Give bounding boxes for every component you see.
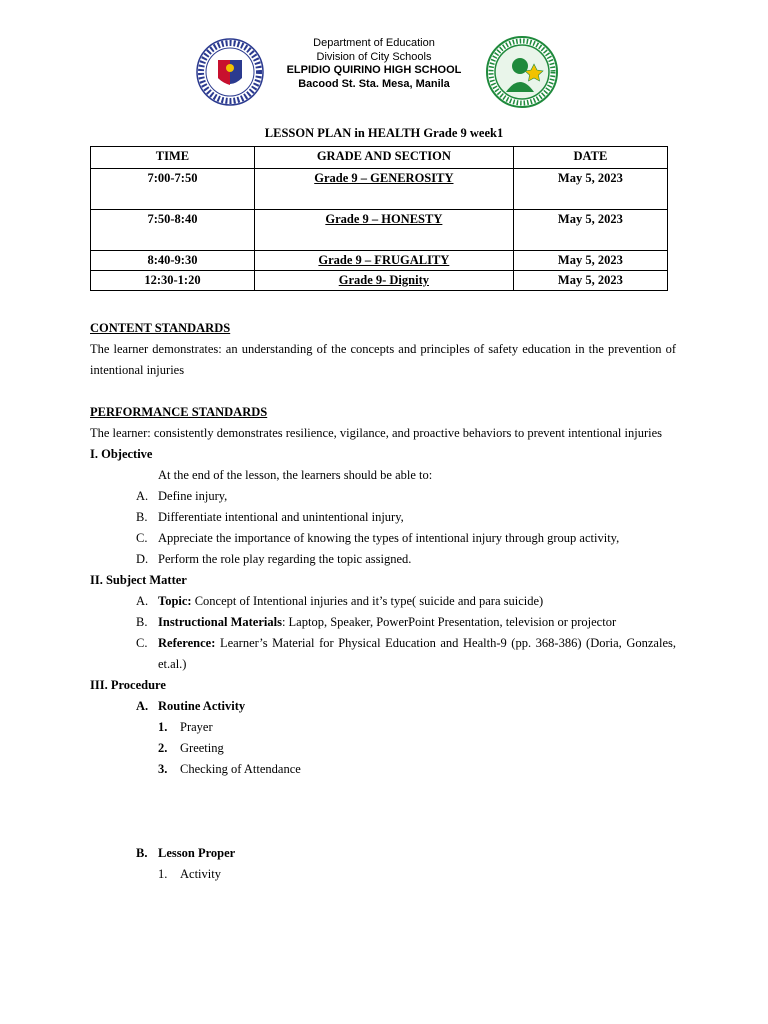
list-item: 3. Checking of Attendance	[158, 762, 301, 776]
procedure-heading: III. Procedure	[90, 678, 166, 692]
list-item: 1. Activity	[158, 867, 221, 881]
cell-date: May 5, 2023	[513, 251, 667, 271]
col-header-time: TIME	[91, 147, 255, 169]
table-row	[91, 271, 668, 291]
col-header-section: GRADE AND SECTION	[254, 147, 513, 169]
list-item: A. Define injury,	[136, 489, 228, 503]
schedule-header-row	[91, 147, 668, 169]
header-address: Bacood St. Sta. Mesa, Manila	[298, 77, 450, 90]
content-standards-heading: CONTENT STANDARDS	[90, 321, 231, 335]
performance-standards-text: The learner: consistently demonstrates resilience, vigilance, and proactive behaviors to prevent intentional injuries	[90, 426, 663, 440]
table-row	[91, 169, 668, 210]
list-item: B. Differentiate intentional and unintentional injury,	[136, 510, 404, 524]
performance-standards-heading: PERFORMANCE STANDARDS	[90, 405, 268, 419]
cell-time: 8:40-9:30	[91, 251, 255, 271]
header-school-name: ELPIDIO QUIRINO HIGH SCHOOL	[286, 64, 462, 77]
lesson-plan-title: LESSON PLAN in HEALTH Grade 9 week1	[264, 126, 504, 140]
header-division: Division of City Schools	[316, 50, 432, 63]
list-item: B. Instructional Materials: Laptop, Speaker, PowerPoint Presentation, television or projector	[136, 615, 617, 629]
list-item: A. Topic: Concept of Intentional injuries and it’s type( suicide and para suicide)	[136, 594, 544, 608]
cell-date: May 5, 2023	[513, 210, 667, 251]
content-standards-text: The learner demonstrates: an understanding of the concepts and principles of safety education in the prevention of intentional injuries	[90, 342, 676, 377]
cell-section: Grade 9 – HONESTY	[254, 210, 513, 251]
cell-time: 7:50-8:40	[91, 210, 255, 251]
col-header-date: DATE	[513, 147, 667, 169]
header-department: Department of Education	[313, 37, 435, 49]
document-header	[0, 36, 768, 106]
cell-section: Grade 9- Dignity	[254, 271, 513, 291]
school-seal-icon	[486, 36, 558, 108]
cell-time: 12:30-1:20	[91, 271, 255, 291]
list-item: 2. Greeting	[158, 741, 224, 755]
deped-seal-icon	[196, 38, 264, 106]
cell-time: 7:00-7:50	[91, 169, 255, 210]
list-item: D. Perform the role play regarding the topic assigned.	[136, 552, 412, 566]
list-item: 1. Prayer	[158, 720, 213, 734]
schedule-table	[90, 146, 668, 291]
objective-intro: At the end of the lesson, the learners should be able to:	[158, 468, 433, 482]
objective-heading: I. Objective	[90, 447, 153, 461]
cell-section: Grade 9 – FRUGALITY	[254, 251, 513, 271]
lesson-body	[90, 318, 676, 885]
table-row	[91, 251, 668, 271]
lesson-proper-title: B. Lesson Proper	[136, 846, 236, 860]
cell-section: Grade 9 – GENEROSITY	[254, 169, 513, 210]
routine-activity-title: A. Routine Activity	[136, 699, 246, 713]
cell-date: May 5, 2023	[513, 271, 667, 291]
list-item: C. Reference: Learner’s Material for Physical Education and Health-9 (pp. 368-386) (Doria, Gonzales, et.al.)	[136, 636, 676, 671]
cell-date: May 5, 2023	[513, 169, 667, 210]
table-row	[91, 210, 668, 251]
header-text-block	[270, 37, 478, 91]
list-item: C. Appreciate the importance of knowing the types of intentional injury through group activity,	[136, 531, 620, 545]
subject-matter-heading: II. Subject Matter	[90, 573, 187, 587]
